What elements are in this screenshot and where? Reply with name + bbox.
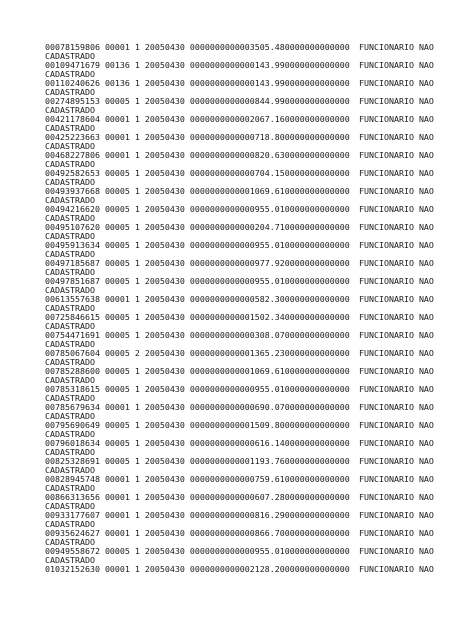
record-fields: 00825328691 00005 1 20050430 0000000000001193.760000000000000 (45, 456, 350, 466)
record-status-continuation: CADASTRADO (45, 447, 95, 457)
record-status: FUNCIONARIO NAO (359, 60, 434, 70)
record-row (45, 564, 465, 582)
record-fields: 00492582653 00005 1 20050430 0000000000000704.150000000000000 (45, 168, 350, 178)
record-status-continuation: CADASTRADO (45, 303, 95, 313)
record-fields: 00274895153 00005 1 20050430 0000000000000844.990000000000000 (45, 96, 350, 106)
record-fields: 00785288600 00005 1 20050430 0000000000001069.610000000000000 (45, 366, 350, 376)
record-status-continuation: CADASTRADO (45, 555, 95, 565)
record-fields: 00866313656 00001 1 20050430 0000000000000607.280000000000000 (45, 492, 350, 502)
record-row (45, 438, 465, 456)
record-status: FUNCIONARIO NAO (359, 420, 434, 430)
record-fields: 00497185687 00005 1 20050430 0000000000000977.920000000000000 (45, 258, 350, 268)
record-row (45, 222, 465, 240)
record-fields: 00495107620 00005 1 20050430 0000000000000204.710000000000000 (45, 222, 350, 232)
record-row (45, 42, 465, 60)
record-fields: 00497851687 00005 1 20050430 0000000000000955.010000000000000 (45, 276, 350, 286)
record-row (45, 240, 465, 258)
record-status-continuation: CADASTRADO (45, 87, 95, 97)
record-status: FUNCIONARIO NAO (359, 528, 434, 538)
record-row (45, 204, 465, 222)
record-status: FUNCIONARIO NAO (359, 330, 434, 340)
record-status: FUNCIONARIO NAO (359, 492, 434, 502)
record-fields: 00828945748 00001 1 20050430 0000000000000759.610000000000000 (45, 474, 350, 484)
record-status: FUNCIONARIO NAO (359, 402, 434, 412)
record-status-continuation: CADASTRADO (45, 357, 95, 367)
record-fields: 00078159806 00001 1 20050430 0000000000003505.480000000000000 (45, 42, 350, 52)
record-fields: 00613557638 00001 1 20050430 0000000000000582.300000000000000 (45, 294, 350, 304)
record-status: FUNCIONARIO NAO (359, 546, 434, 556)
record-fields: 00493937668 00005 1 20050430 0000000000001069.610000000000000 (45, 186, 350, 196)
record-row (45, 258, 465, 276)
record-row (45, 420, 465, 438)
record-status: FUNCIONARIO NAO (359, 132, 434, 142)
record-row (45, 186, 465, 204)
record-status: FUNCIONARIO NAO (359, 348, 434, 358)
record-row (45, 132, 465, 150)
record-status: FUNCIONARIO NAO (359, 312, 434, 322)
record-status: FUNCIONARIO NAO (359, 258, 434, 268)
record-row (45, 312, 465, 330)
record-status: FUNCIONARIO NAO (359, 510, 434, 520)
record-status-continuation: CADASTRADO (45, 339, 95, 349)
record-status: FUNCIONARIO NAO (359, 240, 434, 250)
record-status-continuation: CADASTRADO (45, 285, 95, 295)
record-row (45, 456, 465, 474)
record-row (45, 384, 465, 402)
record-fields: 00933177607 00001 1 20050430 0000000000000816.290000000000000 (45, 510, 350, 520)
record-fields: 00109471679 00136 1 20050430 0000000000000143.990000000000000 (45, 60, 350, 70)
record-status-continuation: CADASTRADO (45, 501, 95, 511)
record-status-continuation: CADASTRADO (45, 159, 95, 169)
record-status-continuation: CADASTRADO (45, 267, 95, 277)
record-row (45, 528, 465, 546)
record-row (45, 150, 465, 168)
record-row (45, 348, 465, 366)
record-status: FUNCIONARIO NAO (359, 438, 434, 448)
record-status-continuation: CADASTRADO (45, 69, 95, 79)
record-row (45, 168, 465, 186)
record-status: FUNCIONARIO NAO (359, 96, 434, 106)
record-status: FUNCIONARIO NAO (359, 168, 434, 178)
record-status-continuation: CADASTRADO (45, 141, 95, 151)
record-status-continuation: CADASTRADO (45, 231, 95, 241)
record-row (45, 402, 465, 420)
record-status: FUNCIONARIO NAO (359, 114, 434, 124)
record-status-continuation: CADASTRADO (45, 213, 95, 223)
record-fields: 00949558672 00005 1 20050430 0000000000000955.010000000000000 (45, 546, 350, 556)
record-row (45, 366, 465, 384)
record-status: FUNCIONARIO NAO (359, 366, 434, 376)
record-fields: 00425223663 00001 1 20050430 0000000000000718.800000000000000 (45, 132, 350, 142)
record-status-continuation: CADASTRADO (45, 519, 95, 529)
record-fields: 01032152630 00001 1 20050430 0000000000002128.200000000000000 (45, 564, 350, 574)
record-row (45, 546, 465, 564)
record-status-continuation: CADASTRADO (45, 177, 95, 187)
record-fields: 00494216620 00005 1 20050430 0000000000000955.010000000000000 (45, 204, 350, 214)
record-status-continuation: CADASTRADO (45, 123, 95, 133)
record-row (45, 96, 465, 114)
record-fields: 00754471691 00005 1 20050430 0000000000000308.070000000000000 (45, 330, 350, 340)
record-status: FUNCIONARIO NAO (359, 564, 434, 574)
record-status: FUNCIONARIO NAO (359, 276, 434, 286)
record-row (45, 474, 465, 492)
record-fields: 00785679634 00001 1 20050430 0000000000000690.070000000000000 (45, 402, 350, 412)
record-fields: 00495913634 00005 1 20050430 0000000000000955.010000000000000 (45, 240, 350, 250)
record-status: FUNCIONARIO NAO (359, 474, 434, 484)
record-status: FUNCIONARIO NAO (359, 204, 434, 214)
record-status: FUNCIONARIO NAO (359, 222, 434, 232)
record-status-continuation: CADASTRADO (45, 321, 95, 331)
record-status: FUNCIONARIO NAO (359, 294, 434, 304)
record-row (45, 492, 465, 510)
record-status-continuation: CADASTRADO (45, 393, 95, 403)
record-status: FUNCIONARIO NAO (359, 42, 434, 52)
record-status-continuation: CADASTRADO (45, 375, 95, 385)
record-row (45, 276, 465, 294)
record-status-continuation: CADASTRADO (45, 195, 95, 205)
record-fields: 00725846615 00005 1 20050430 0000000000001502.340000000000000 (45, 312, 350, 322)
record-row (45, 114, 465, 132)
record-status-continuation: CADASTRADO (45, 105, 95, 115)
record-fields: 00421178604 00001 1 20050430 0000000000002067.160000000000000 (45, 114, 350, 124)
record-status-continuation: CADASTRADO (45, 537, 95, 547)
record-status: FUNCIONARIO NAO (359, 78, 434, 88)
record-status-continuation: CADASTRADO (45, 51, 95, 61)
record-fields: 00795690649 00005 1 20050430 0000000000001509.800000000000000 (45, 420, 350, 430)
record-status-continuation: CADASTRADO (45, 411, 95, 421)
record-fields: 00110240626 00136 1 20050430 0000000000000143.990000000000000 (45, 78, 350, 88)
record-status: FUNCIONARIO NAO (359, 150, 434, 160)
record-status: FUNCIONARIO NAO (359, 384, 434, 394)
record-status-continuation: CADASTRADO (45, 483, 95, 493)
record-row (45, 78, 465, 96)
record-fields: 00785067604 00005 2 20050430 0000000000001365.230000000000000 (45, 348, 350, 358)
record-fields: 00785318615 00005 1 20050430 0000000000000955.010000000000000 (45, 384, 350, 394)
record-status: FUNCIONARIO NAO (359, 456, 434, 466)
record-row (45, 330, 465, 348)
record-status-continuation: CADASTRADO (45, 249, 95, 259)
record-row (45, 294, 465, 312)
record-row (45, 510, 465, 528)
record-status-continuation: CADASTRADO (45, 429, 95, 439)
record-fields: 00796018634 00005 1 20050430 0000000000000616.140000000000000 (45, 438, 350, 448)
record-row (45, 60, 465, 78)
record-list (45, 42, 465, 582)
record-fields: 00935624627 00001 1 20050430 0000000000000866.700000000000000 (45, 528, 350, 538)
record-fields: 00468227806 00001 1 20050430 0000000000000820.630000000000000 (45, 150, 350, 160)
record-status-continuation: CADASTRADO (45, 465, 95, 475)
record-status: FUNCIONARIO NAO (359, 186, 434, 196)
